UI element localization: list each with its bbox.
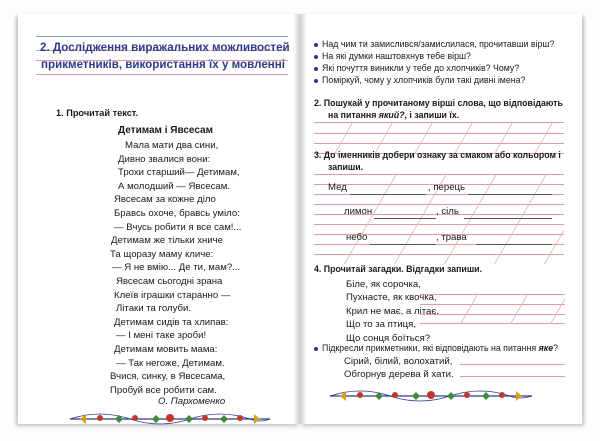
task1-label: 1. Прочитай текст. [56, 108, 139, 118]
poem-line: — І мені таке зроби! [116, 330, 207, 342]
poem-line: А молодший — Явсесам. [118, 180, 230, 192]
answer-blank[interactable] [468, 194, 552, 195]
poem-line: Трохи старший— Детимам, [118, 167, 240, 179]
poem-line: Явсесам за кожне діло [114, 194, 216, 206]
riddle-line: Що то за птиця, [346, 319, 416, 331]
poem-line: Пробуй все робити сам. [110, 384, 217, 396]
poem-line: Вчися, синку, в Явсесама, [110, 371, 226, 383]
noun-trava: , трава [436, 232, 467, 243]
task4b-pre: Підкресли прикметники, які відповідають на питання [322, 343, 539, 353]
task2-line2-pre: на питання [328, 110, 379, 120]
section-heading-line1: 2. Дослідження виражальних можливостей [40, 41, 290, 54]
task2-line1: 2. Пошукай у прочитаному вірші слова, що відповідають [314, 98, 563, 108]
noun-lymon: лимон [344, 206, 373, 217]
task4b-question-word: яке [538, 343, 554, 353]
question-bullet [314, 55, 318, 59]
poem-line: Мала мати два сини, [125, 140, 219, 151]
task2-line2 [328, 110, 459, 120]
noun-nebo: небо [346, 232, 368, 243]
riddle-line: Обгорнув дерева й хати. [344, 369, 454, 381]
task3-line1: 3. До іменників добери ознаку за смаком або кольором і [314, 150, 561, 160]
floral-ornament-left [60, 409, 280, 427]
answer-blank[interactable] [464, 218, 552, 219]
riddle-line: Що сонця боїться? [346, 332, 431, 344]
answer-blank[interactable] [374, 218, 436, 219]
question-3: Які почуття виникли у тебе до хлопчиків? Чому? [322, 63, 520, 73]
riddle-line: Пухнасте, як квочка, [346, 292, 437, 304]
poem-line: Та щоразу маму кличе: [110, 248, 214, 260]
question-2: На які думки наштовхнув тебе вірш? [322, 51, 471, 61]
task3-line2: запиши. [328, 162, 364, 172]
question-bullet [314, 79, 318, 83]
poem-line: Детимам мовить мама: [114, 344, 218, 355]
task2-question-word: який? [378, 110, 405, 120]
book-gutter [293, 14, 307, 424]
poem-line: Детимам сидів та хлипав: [114, 316, 229, 328]
poem-line: Літаки та голуби. [116, 303, 191, 315]
task4-label: 4. Прочитай загадки. Відгадки запиши. [314, 264, 483, 274]
answer-blank[interactable] [350, 194, 426, 195]
noun-perets: , перець [428, 182, 466, 193]
poem-line: — Вчусь робити я все сам!... [114, 221, 242, 233]
poem-line: — Я не вмію... Де ти, мам?... [112, 262, 241, 274]
riddle-line: Крил не має, а літає. [346, 305, 439, 317]
riddle-line: Біле, як сорочка, [346, 279, 421, 290]
question-bullet [314, 67, 318, 71]
floral-ornament-right [320, 386, 542, 404]
poem-line: Детимам же тільки хниче [111, 235, 224, 247]
task2-line2-post: , і запиши їх. [404, 110, 460, 120]
poem-line: Явсесам сьогодні зрана [116, 276, 223, 287]
poem-line: Дивно звалися вони: [118, 153, 211, 165]
answer-blank[interactable] [476, 244, 552, 245]
noun-med: Мед [328, 182, 347, 193]
poem-line: Бравсь охоче, бравсь уміло: [114, 208, 240, 219]
riddle2-writing-lines [460, 364, 565, 378]
question-1: Над чим ти замислився/замислилася, прочитавши вірш? [322, 39, 555, 49]
answer-blank[interactable] [370, 244, 436, 245]
section-heading-line2: прикметників, використання їх у мовленні [40, 58, 285, 71]
task4b-instruction [322, 343, 558, 353]
poem-line: — Так негоже, Детимам. [116, 357, 225, 369]
task4b-post: ? [553, 343, 559, 353]
noun-sil: , сіль [436, 206, 459, 217]
riddle-line: Сірий, білий, волохатий, [344, 356, 453, 367]
poem-title: Детимам і Явсесам [118, 125, 213, 136]
poem-author: О. Пархоменко [158, 396, 226, 407]
task4-writing-lines [420, 294, 565, 324]
question-4: Поміркуй, чому у хлопчиків були такі дивні імена? [322, 75, 526, 85]
poem-line: Клеїв іграшки старанно — [114, 289, 231, 301]
question-bullet [314, 43, 318, 47]
task4b-bullet [314, 347, 318, 351]
